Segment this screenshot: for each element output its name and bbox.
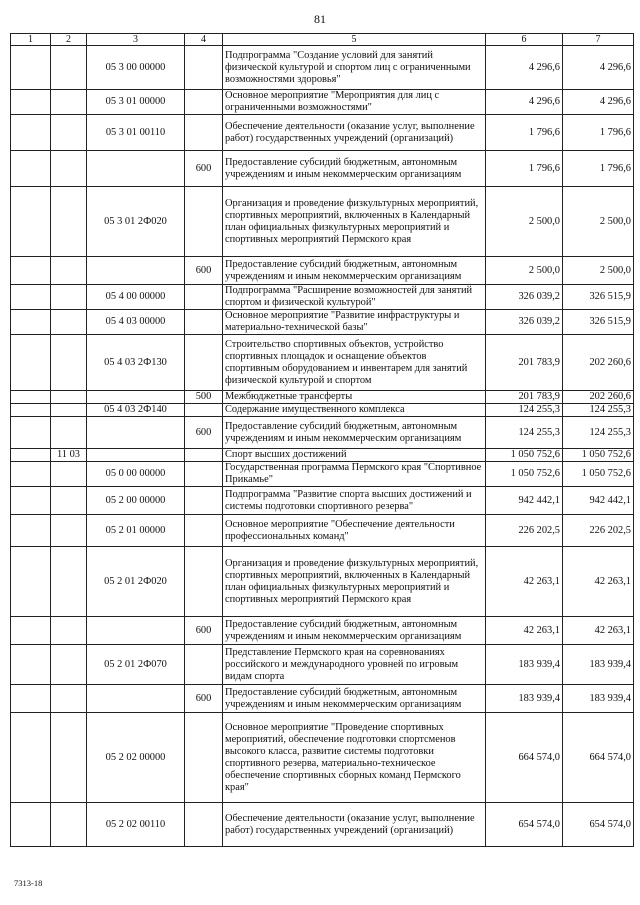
amount-col7-cell: 4 296,6 [563, 46, 634, 90]
column-1-cell [11, 417, 51, 449]
column-header: 2 [51, 34, 87, 46]
amount-col6-cell: 226 202,5 [486, 515, 563, 547]
item-name-cell: Спорт высших достижений [223, 449, 486, 462]
section-code-cell [51, 515, 87, 547]
page-number: 81 [314, 12, 326, 26]
item-name-cell: Строительство спортивных объектов, устройство спортивных площадок и оснащение объектов спортивным оборудованием и инвентарем для занятий физической культурой и спортом [223, 335, 486, 391]
column-1-cell [11, 257, 51, 285]
target-article-cell: 05 2 02 00110 [87, 803, 185, 847]
target-article-cell: 05 2 01 2Ф020 [87, 547, 185, 617]
expense-type-cell [185, 335, 223, 391]
expense-type-cell: 600 [185, 257, 223, 285]
amount-col6-cell: 1 796,6 [486, 115, 563, 151]
expense-type-cell [185, 115, 223, 151]
table-row [11, 617, 634, 645]
amount-col7-cell: 326 515,9 [563, 285, 634, 310]
amount-col6-cell: 1 796,6 [486, 151, 563, 187]
amount-col6-cell: 1 050 752,6 [486, 462, 563, 487]
target-article-cell: 05 4 03 00000 [87, 310, 185, 335]
section-code-cell [51, 285, 87, 310]
amount-col7-cell: 1 796,6 [563, 115, 634, 151]
table-row [11, 151, 634, 187]
column-header: 1 [11, 34, 51, 46]
table-row [11, 115, 634, 151]
target-article-cell: 05 3 00 00000 [87, 46, 185, 90]
section-code-cell [51, 90, 87, 115]
expense-type-cell: 600 [185, 417, 223, 449]
expense-type-cell [185, 803, 223, 847]
section-code-cell [51, 187, 87, 257]
table-row [11, 462, 634, 487]
amount-col7-cell: 942 442,1 [563, 487, 634, 515]
section-code-cell [51, 803, 87, 847]
expense-type-cell [185, 645, 223, 685]
expense-type-cell [185, 310, 223, 335]
item-name-cell: Организация и проведение физкультурных мероприятий, спортивных мероприятий, включенных в Календарный план официальных физкультурных мероприятий и спортивных мероприятий Пермского края [223, 187, 486, 257]
column-header: 5 [223, 34, 486, 46]
amount-col6-cell: 942 442,1 [486, 487, 563, 515]
table-row [11, 285, 634, 310]
amount-col6-cell: 4 296,6 [486, 90, 563, 115]
amount-col7-cell: 226 202,5 [563, 515, 634, 547]
column-1-cell [11, 617, 51, 645]
target-article-cell [87, 685, 185, 713]
section-code-cell [51, 417, 87, 449]
expense-type-cell [185, 187, 223, 257]
target-article-cell: 05 3 01 00000 [87, 90, 185, 115]
amount-col6-cell: 326 039,2 [486, 310, 563, 335]
amount-col7-cell: 2 500,0 [563, 187, 634, 257]
item-name-cell: Предоставление субсидий бюджетным, автономным учреждениям и иным некоммерческим организациям [223, 257, 486, 285]
table-row [11, 187, 634, 257]
target-article-cell: 05 4 03 2Ф130 [87, 335, 185, 391]
amount-col6-cell: 664 574,0 [486, 713, 563, 803]
item-name-cell: Предоставление субсидий бюджетным, автономным учреждениям и иным некоммерческим организациям [223, 151, 486, 187]
expense-type-cell: 600 [185, 685, 223, 713]
target-article-cell [87, 417, 185, 449]
amount-col6-cell: 2 500,0 [486, 257, 563, 285]
document-code: 7313-18 [14, 878, 43, 888]
section-code-cell [51, 713, 87, 803]
table-row [11, 417, 634, 449]
section-code-cell [51, 685, 87, 713]
item-name-cell: Обеспечение деятельности (оказание услуг, выполнение работ) государственных учреждений (организаций) [223, 803, 486, 847]
item-name-cell: Межбюджетные трансферты [223, 391, 486, 404]
column-1-cell [11, 90, 51, 115]
column-header: 7 [563, 34, 634, 46]
table-row [11, 645, 634, 685]
expense-type-cell [185, 46, 223, 90]
item-name-cell: Подпрограмма "Развитие спорта высших достижений и системы подготовки спортивного резерва" [223, 487, 486, 515]
target-article-cell: 05 2 00 00000 [87, 487, 185, 515]
section-code-cell [51, 115, 87, 151]
amount-col7-cell: 326 515,9 [563, 310, 634, 335]
amount-col6-cell: 124 255,3 [486, 404, 563, 417]
section-code-cell [51, 547, 87, 617]
amount-col7-cell: 2 500,0 [563, 257, 634, 285]
expense-type-cell: 600 [185, 617, 223, 645]
amount-col7-cell: 1 050 752,6 [563, 449, 634, 462]
amount-col6-cell: 124 255,3 [486, 417, 563, 449]
column-1-cell [11, 645, 51, 685]
section-code-cell [51, 617, 87, 645]
target-article-cell: 05 2 01 00000 [87, 515, 185, 547]
item-name-cell: Основное мероприятие "Проведение спортивных мероприятий, обеспечение подготовки спортсменов высокого класса, развитие системы подготовки спортивного резерва, материально-техническое обеспечение спортивных сборных команд Пермского края" [223, 713, 486, 803]
amount-col7-cell: 1 796,6 [563, 151, 634, 187]
section-code-cell [51, 46, 87, 90]
section-code-cell [51, 151, 87, 187]
column-1-cell [11, 803, 51, 847]
amount-col6-cell: 183 939,4 [486, 645, 563, 685]
item-name-cell: Предоставление субсидий бюджетным, автономным учреждениям и иным некоммерческим организациям [223, 685, 486, 713]
column-1-cell [11, 685, 51, 713]
amount-col6-cell: 326 039,2 [486, 285, 563, 310]
amount-col6-cell: 1 050 752,6 [486, 449, 563, 462]
section-code-cell [51, 404, 87, 417]
column-1-cell [11, 187, 51, 257]
item-name-cell: Основное мероприятие "Обеспечение деятельности профессиональных команд" [223, 515, 486, 547]
target-article-cell: 05 4 00 00000 [87, 285, 185, 310]
section-code-cell [51, 335, 87, 391]
target-article-cell [87, 391, 185, 404]
table-row [11, 547, 634, 617]
column-1-cell [11, 713, 51, 803]
item-name-cell: Основное мероприятие "Развитие инфраструктуры и материально-технической базы" [223, 310, 486, 335]
amount-col6-cell: 42 263,1 [486, 617, 563, 645]
amount-col7-cell: 183 939,4 [563, 685, 634, 713]
amount-col6-cell: 42 263,1 [486, 547, 563, 617]
target-article-cell [87, 257, 185, 285]
amount-col7-cell: 202 260,6 [563, 335, 634, 391]
target-article-cell [87, 151, 185, 187]
item-name-cell: Государственная программа Пермского края "Спортивное Прикамье" [223, 462, 486, 487]
item-name-cell: Предоставление субсидий бюджетным, автономным учреждениям и иным некоммерческим организациям [223, 417, 486, 449]
column-1-cell [11, 310, 51, 335]
table-row [11, 685, 634, 713]
section-code-cell [51, 391, 87, 404]
section-code-cell [51, 645, 87, 685]
table-row [11, 404, 634, 417]
amount-col7-cell: 1 050 752,6 [563, 462, 634, 487]
item-name-cell: Основное мероприятие "Мероприятия для лиц с ограниченными возможностями" [223, 90, 486, 115]
amount-col6-cell: 201 783,9 [486, 335, 563, 391]
item-name-cell: Организация и проведение физкультурных мероприятий, спортивных мероприятий, включенных в Календарный план официальных физкультурных мероприятий и спортивных мероприятий Пермского края [223, 547, 486, 617]
item-name-cell: Обеспечение деятельности (оказание услуг, выполнение работ) государственных учреждений (организаций) [223, 115, 486, 151]
expense-type-cell [185, 713, 223, 803]
expense-type-cell [185, 449, 223, 462]
item-name-cell: Подпрограмма "Создание условий для занятий физической культурой и спортом лиц с ограниченными возможностями здоровья" [223, 46, 486, 90]
table-row [11, 803, 634, 847]
table-row [11, 90, 634, 115]
amount-col7-cell: 664 574,0 [563, 713, 634, 803]
item-name-cell: Подпрограмма "Расширение возможностей для занятий спортом и физической культурой" [223, 285, 486, 310]
column-1-cell [11, 46, 51, 90]
expense-type-cell [185, 90, 223, 115]
section-code-cell [51, 487, 87, 515]
target-article-cell [87, 617, 185, 645]
amount-col6-cell: 201 783,9 [486, 391, 563, 404]
table-row [11, 449, 634, 462]
target-article-cell: 05 2 01 2Ф070 [87, 645, 185, 685]
section-code-cell [51, 310, 87, 335]
item-name-cell: Представление Пермского края на соревнованиях российского и международного уровней по игровым видам спорта [223, 645, 486, 685]
amount-col6-cell: 183 939,4 [486, 685, 563, 713]
section-code-cell: 11 03 [51, 449, 87, 462]
expense-type-cell [185, 487, 223, 515]
expense-type-cell [185, 285, 223, 310]
column-1-cell [11, 547, 51, 617]
column-1-cell [11, 335, 51, 391]
item-name-cell: Предоставление субсидий бюджетным, автономным учреждениям и иным некоммерческим организациям [223, 617, 486, 645]
column-1-cell [11, 462, 51, 487]
column-1-cell [11, 515, 51, 547]
amount-col6-cell: 4 296,6 [486, 46, 563, 90]
amount-col7-cell: 202 260,6 [563, 391, 634, 404]
amount-col7-cell: 42 263,1 [563, 547, 634, 617]
target-article-cell: 05 3 01 2Ф020 [87, 187, 185, 257]
table-row [11, 391, 634, 404]
column-1-cell [11, 151, 51, 187]
expense-type-cell [185, 462, 223, 487]
target-article-cell [87, 449, 185, 462]
item-name-cell: Содержание имущественного комплекса [223, 404, 486, 417]
amount-col7-cell: 124 255,3 [563, 404, 634, 417]
table-row [11, 335, 634, 391]
target-article-cell: 05 2 02 00000 [87, 713, 185, 803]
column-1-cell [11, 285, 51, 310]
table-row [11, 515, 634, 547]
column-header: 6 [486, 34, 563, 46]
table-row [11, 713, 634, 803]
amount-col6-cell: 654 574,0 [486, 803, 563, 847]
amount-col7-cell: 124 255,3 [563, 417, 634, 449]
section-code-cell [51, 257, 87, 285]
expense-type-cell [185, 515, 223, 547]
table-row [11, 257, 634, 285]
table-row [11, 487, 634, 515]
column-header: 3 [87, 34, 185, 46]
column-1-cell [11, 449, 51, 462]
budget-table [10, 33, 634, 847]
amount-col7-cell: 654 574,0 [563, 803, 634, 847]
target-article-cell: 05 0 00 00000 [87, 462, 185, 487]
header-row [11, 34, 634, 46]
expense-type-cell [185, 404, 223, 417]
column-header: 4 [185, 34, 223, 46]
column-1-cell [11, 115, 51, 151]
column-1-cell [11, 487, 51, 515]
expense-type-cell: 500 [185, 391, 223, 404]
table-row [11, 46, 634, 90]
amount-col7-cell: 42 263,1 [563, 617, 634, 645]
column-1-cell [11, 391, 51, 404]
expense-type-cell [185, 547, 223, 617]
target-article-cell: 05 3 01 00110 [87, 115, 185, 151]
section-code-cell [51, 462, 87, 487]
target-article-cell: 05 4 03 2Ф140 [87, 404, 185, 417]
column-1-cell [11, 404, 51, 417]
amount-col7-cell: 4 296,6 [563, 90, 634, 115]
amount-col6-cell: 2 500,0 [486, 187, 563, 257]
table-row [11, 310, 634, 335]
amount-col7-cell: 183 939,4 [563, 645, 634, 685]
expense-type-cell: 600 [185, 151, 223, 187]
